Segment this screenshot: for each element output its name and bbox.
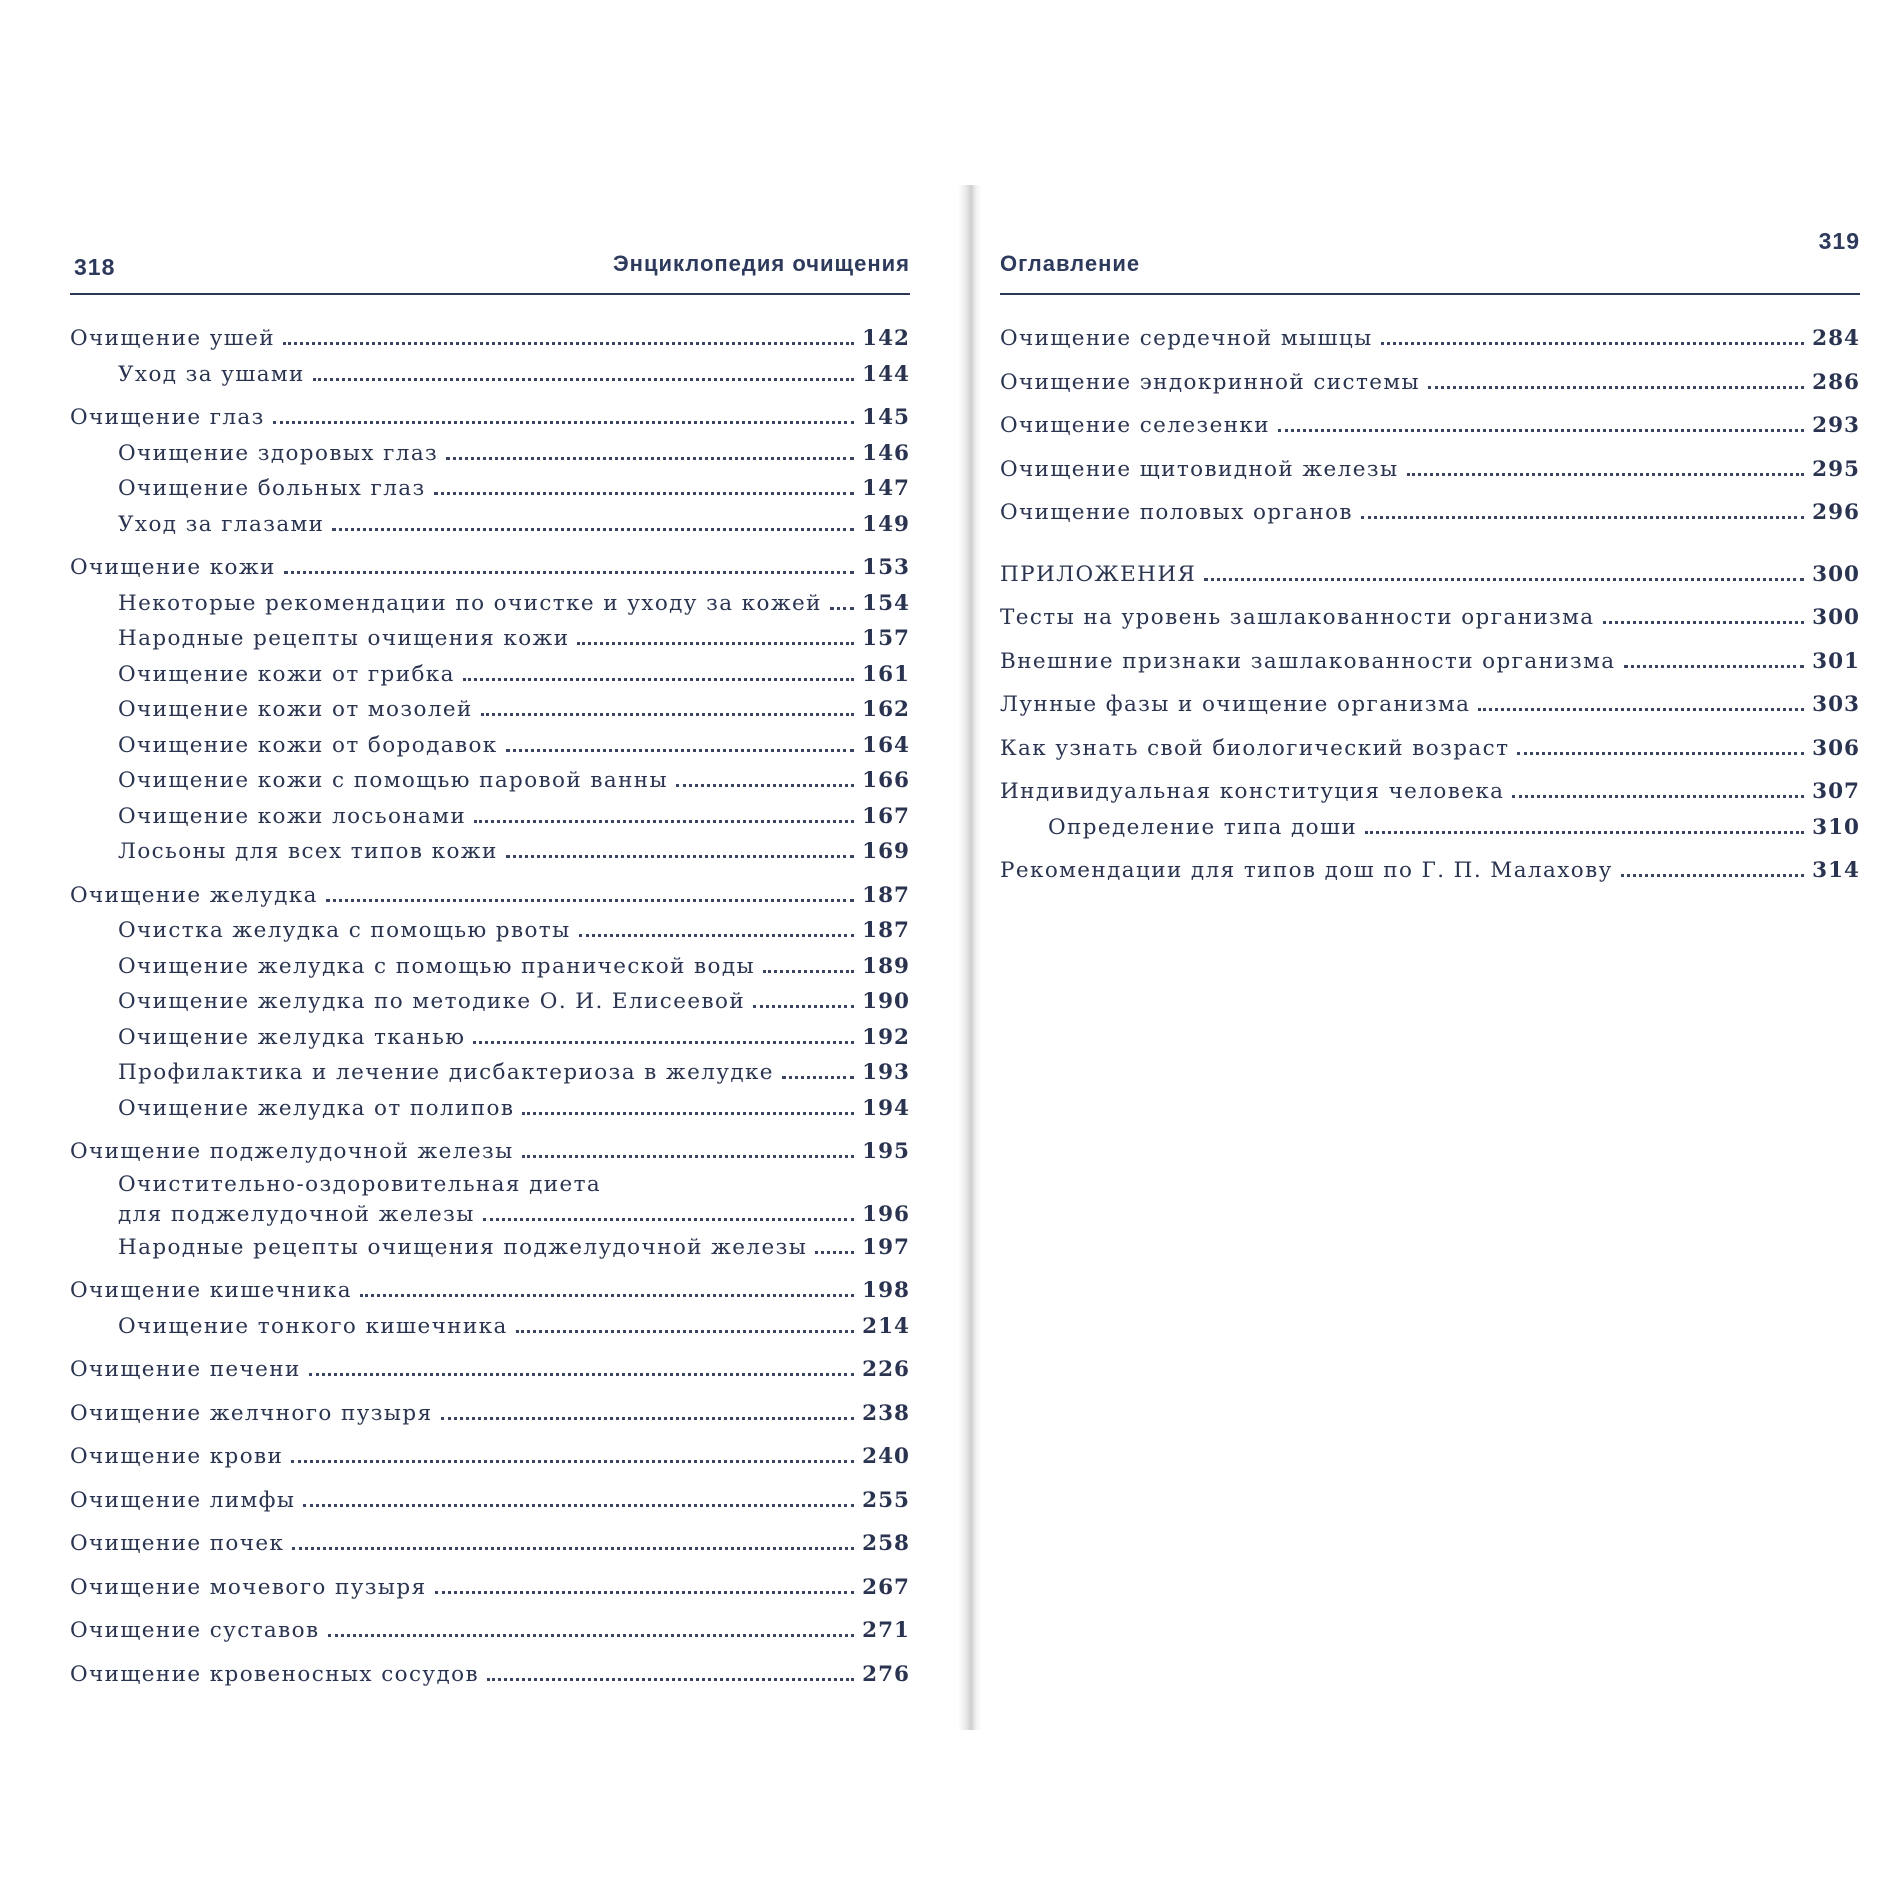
dot-leader bbox=[506, 855, 854, 858]
toc-entry[interactable] bbox=[70, 763, 910, 799]
toc-entry[interactable] bbox=[70, 1526, 910, 1562]
toc-entry[interactable] bbox=[70, 550, 910, 586]
left-header-rule bbox=[70, 293, 910, 295]
toc-entry-title: Очищение кожи лосьонами bbox=[118, 803, 467, 829]
toc-entry-page: 276 bbox=[862, 1661, 910, 1687]
toc-entry[interactable] bbox=[70, 357, 910, 393]
toc-entry-title: Очищение сердечной мышцы bbox=[1000, 326, 1373, 351]
toc-entry-page: 240 bbox=[862, 1444, 910, 1469]
dot-leader bbox=[522, 1155, 854, 1158]
dot-leader bbox=[1407, 473, 1805, 476]
toc-entry-page: 310 bbox=[1812, 814, 1860, 840]
toc-entry-title: Очищение ушей bbox=[70, 326, 275, 351]
toc-entry-title: Индивидуальная конституция человека bbox=[1000, 779, 1505, 804]
toc-entry-title: Очищение тонкого кишечника bbox=[118, 1313, 508, 1339]
toc-entry-title: Рекомендации для типов дош по Г. П. Малахову bbox=[1000, 858, 1613, 883]
toc-entry[interactable] bbox=[70, 1170, 910, 1230]
toc-entry-title: Некоторые рекомендации по очистке и уходу за кожей bbox=[118, 590, 822, 616]
dot-leader bbox=[474, 820, 854, 823]
toc-entry-title: Очищение глаз bbox=[70, 405, 265, 430]
toc-entry-title: Очищение половых органов bbox=[1000, 500, 1353, 525]
toc-entry-page: 142 bbox=[862, 326, 910, 351]
toc-entry-page: 157 bbox=[862, 626, 910, 651]
toc-entry[interactable] bbox=[70, 1657, 910, 1693]
dot-leader bbox=[1365, 831, 1804, 834]
dot-leader bbox=[516, 1330, 854, 1333]
dot-leader bbox=[483, 1218, 854, 1221]
dot-leader bbox=[1428, 386, 1804, 389]
toc-entry[interactable] bbox=[1000, 495, 1860, 531]
toc-entry[interactable] bbox=[70, 1055, 910, 1091]
toc-entry-page: 147 bbox=[862, 476, 910, 501]
toc-entry[interactable] bbox=[70, 1020, 910, 1056]
dot-leader bbox=[579, 934, 854, 937]
dot-leader bbox=[763, 970, 854, 973]
toc-entry-page: 300 bbox=[1812, 561, 1860, 587]
left-running-title: Энциклопедия очищения bbox=[613, 251, 910, 276]
toc-entry-title: Очистка желудка с помощью рвоты bbox=[118, 918, 571, 943]
dot-leader bbox=[1603, 621, 1804, 624]
toc-entry[interactable] bbox=[70, 1134, 910, 1170]
right-running-head bbox=[1000, 225, 1860, 281]
dot-leader bbox=[1512, 795, 1804, 798]
toc-entry-page: 314 bbox=[1812, 858, 1860, 883]
dot-leader bbox=[441, 1417, 854, 1420]
toc-entry-title: Народные рецепты очищения кожи bbox=[118, 626, 570, 651]
dot-leader bbox=[481, 713, 854, 716]
book-spine-gutter bbox=[958, 185, 982, 1730]
left-toc-list bbox=[70, 321, 910, 1692]
toc-entry[interactable] bbox=[70, 1396, 910, 1432]
toc-entry-page: 169 bbox=[862, 839, 910, 864]
dot-leader bbox=[473, 1041, 854, 1044]
toc-entry-title: Определение типа доши bbox=[1048, 814, 1358, 840]
toc-entry[interactable] bbox=[70, 436, 910, 472]
toc-entry[interactable] bbox=[1000, 810, 1860, 846]
toc-entry-title: Очищение желудка от полипов bbox=[118, 1095, 515, 1121]
toc-entry-page: 166 bbox=[862, 768, 910, 793]
toc-entry-page: 187 bbox=[862, 882, 910, 908]
dot-leader bbox=[1381, 342, 1804, 345]
toc-entry-page: 300 bbox=[1812, 605, 1860, 630]
dot-leader bbox=[815, 1251, 854, 1254]
toc-entry-page: 295 bbox=[1812, 456, 1860, 482]
dot-leader bbox=[332, 528, 854, 531]
toc-entry-title: Как узнать свой биологический возраст bbox=[1000, 735, 1510, 761]
toc-entry-page: 164 bbox=[862, 732, 910, 758]
toc-entry[interactable] bbox=[70, 586, 910, 622]
toc-entry-page: 193 bbox=[862, 1060, 910, 1085]
toc-entry[interactable] bbox=[1000, 452, 1860, 488]
toc-entry[interactable] bbox=[1000, 408, 1860, 444]
dot-leader bbox=[1278, 429, 1804, 432]
toc-entry-page: 307 bbox=[1812, 779, 1860, 804]
toc-entry-title: Очищение щитовидной железы bbox=[1000, 456, 1399, 482]
dot-leader bbox=[1478, 708, 1804, 711]
toc-entry[interactable] bbox=[70, 321, 910, 357]
toc-entry[interactable] bbox=[1000, 600, 1860, 636]
toc-entry[interactable] bbox=[1000, 557, 1860, 593]
toc-entry-title: Очищение здоровых глаз bbox=[118, 440, 439, 466]
toc-entry-title: Уход за ушами bbox=[118, 361, 305, 387]
toc-entry[interactable] bbox=[70, 692, 910, 728]
toc-entry-title: Очищение крови bbox=[70, 1444, 284, 1469]
toc-entry-title: Лунные фазы и очищение организма bbox=[1000, 692, 1471, 717]
dot-leader bbox=[753, 1005, 854, 1008]
toc-entry-page: 303 bbox=[1812, 692, 1860, 717]
toc-entry[interactable] bbox=[70, 799, 910, 835]
toc-entry[interactable] bbox=[70, 984, 910, 1020]
toc-entry[interactable] bbox=[1000, 365, 1860, 401]
dot-leader bbox=[782, 1076, 854, 1079]
toc-entry[interactable] bbox=[70, 834, 910, 870]
toc-entry-title: Очищение кровеносных сосудов bbox=[70, 1661, 479, 1687]
toc-entry-title: Очищение кожи от мозолей bbox=[118, 697, 473, 722]
toc-entry[interactable] bbox=[70, 1309, 910, 1345]
toc-entry-page: 149 bbox=[862, 511, 910, 537]
toc-entry-title: Очищение мочевого пузыря bbox=[70, 1574, 427, 1600]
left-running-head bbox=[70, 225, 910, 281]
toc-entry-title: Очищение поджелудочной железы bbox=[70, 1139, 514, 1164]
toc-entry-title: Очищение селезенки bbox=[1000, 413, 1270, 438]
toc-entry-page: 146 bbox=[862, 440, 910, 466]
dot-leader bbox=[506, 749, 854, 752]
toc-entry[interactable] bbox=[1000, 687, 1860, 723]
toc-entry-page: 196 bbox=[862, 1201, 910, 1227]
toc-entry-title-line2: для поджелудочной железы bbox=[118, 1201, 475, 1227]
dot-leader bbox=[487, 1678, 854, 1681]
toc-entry-title: Очищение эндокринной системы bbox=[1000, 369, 1421, 395]
toc-entry-title: ПРИЛОЖЕНИЯ bbox=[1000, 561, 1197, 587]
toc-entry-page: 144 bbox=[862, 361, 910, 387]
toc-entry[interactable] bbox=[70, 878, 910, 914]
toc-entry-page: 153 bbox=[862, 555, 910, 580]
toc-entry[interactable] bbox=[1000, 644, 1860, 680]
toc-entry-page: 284 bbox=[1812, 326, 1860, 351]
dot-leader bbox=[434, 492, 854, 495]
dot-leader bbox=[309, 1373, 854, 1376]
toc-entry-title-line1: Очистительно-оздоровительная диета bbox=[118, 1171, 602, 1197]
toc-entry-page: 226 bbox=[862, 1357, 910, 1382]
toc-entry-title: Очищение суставов bbox=[70, 1618, 320, 1643]
toc-entry[interactable] bbox=[70, 1230, 910, 1266]
toc-entry[interactable] bbox=[70, 400, 910, 436]
toc-entry[interactable] bbox=[70, 1570, 910, 1606]
toc-entry-page: 267 bbox=[862, 1574, 910, 1600]
toc-entry-page: 214 bbox=[862, 1313, 910, 1339]
dot-leader bbox=[273, 421, 854, 424]
dot-leader bbox=[1517, 752, 1804, 755]
toc-entry[interactable] bbox=[70, 1091, 910, 1127]
toc-entry-title: Уход за глазами bbox=[118, 511, 325, 537]
toc-entry-page: 238 bbox=[862, 1400, 910, 1426]
right-page-number: 319 bbox=[1818, 228, 1860, 254]
toc-entry-page: 258 bbox=[862, 1531, 910, 1556]
dot-leader bbox=[284, 571, 854, 574]
dot-leader bbox=[283, 342, 854, 345]
toc-entry[interactable] bbox=[1000, 321, 1860, 357]
dot-leader bbox=[1361, 516, 1804, 519]
toc-entry-title: Внешние признаки зашлакованности организма bbox=[1000, 648, 1616, 674]
toc-entry-page: 301 bbox=[1812, 648, 1860, 674]
toc-entry[interactable] bbox=[70, 949, 910, 985]
dot-leader bbox=[676, 784, 854, 787]
toc-entry-title: Очищение желудка с помощью пранической воды bbox=[118, 953, 755, 979]
toc-entry-title: Очищение желудка по методике О. И. Елисеевой bbox=[118, 989, 746, 1014]
dot-leader bbox=[313, 378, 854, 381]
toc-entry[interactable] bbox=[70, 621, 910, 657]
toc-entry-page: 190 bbox=[862, 989, 910, 1014]
dot-leader bbox=[1624, 665, 1805, 668]
toc-entry-title: Тесты на уровень зашлакованности организма bbox=[1000, 605, 1595, 630]
toc-entry[interactable] bbox=[70, 507, 910, 543]
dot-leader bbox=[830, 607, 854, 610]
toc-entry-page: 286 bbox=[1812, 369, 1860, 395]
toc-entry[interactable] bbox=[70, 657, 910, 693]
dot-leader bbox=[328, 1634, 855, 1637]
toc-entry-page: 162 bbox=[862, 697, 910, 722]
toc-entry-page: 255 bbox=[862, 1487, 910, 1513]
toc-entry[interactable] bbox=[70, 728, 910, 764]
toc-entry-title: Очищение желчного пузыря bbox=[70, 1400, 433, 1426]
dot-leader bbox=[326, 899, 854, 902]
toc-entry-page: 154 bbox=[862, 590, 910, 616]
toc-entry-page: 198 bbox=[862, 1278, 910, 1303]
toc-entry[interactable] bbox=[70, 1352, 910, 1388]
toc-entry[interactable] bbox=[70, 471, 910, 507]
toc-entry[interactable] bbox=[70, 1613, 910, 1649]
right-running-title: Оглавление bbox=[1000, 251, 1141, 276]
toc-entry[interactable] bbox=[1000, 853, 1860, 889]
toc-entry-title: Очищение кожи от бородавок bbox=[118, 732, 498, 758]
toc-entry[interactable] bbox=[70, 1439, 910, 1475]
toc-entry-page: 306 bbox=[1812, 735, 1860, 761]
dot-leader bbox=[1621, 874, 1804, 877]
toc-entry-page: 192 bbox=[862, 1024, 910, 1050]
toc-entry-title: Очищение кишечника bbox=[70, 1278, 352, 1303]
toc-entry[interactable] bbox=[1000, 774, 1860, 810]
dot-leader bbox=[522, 1112, 854, 1115]
toc-entry[interactable] bbox=[70, 1273, 910, 1309]
toc-entry-title: Очищение желудка bbox=[70, 882, 318, 908]
right-header-rule bbox=[1000, 293, 1860, 295]
toc-entry-page: 194 bbox=[862, 1095, 910, 1121]
toc-entry-title: Очищение желудка тканью bbox=[118, 1024, 466, 1050]
toc-entry-page: 187 bbox=[862, 918, 910, 943]
dot-leader bbox=[463, 678, 854, 681]
dot-leader bbox=[577, 642, 854, 645]
toc-entry[interactable] bbox=[70, 1483, 910, 1519]
toc-entry-page: 293 bbox=[1812, 413, 1860, 438]
toc-entry-page: 189 bbox=[862, 953, 910, 979]
toc-entry-title: Профилактика и лечение дисбактериоза в желудке bbox=[118, 1060, 774, 1085]
toc-entry-page: 161 bbox=[862, 661, 910, 687]
left-page bbox=[70, 225, 910, 1692]
toc-entry-title: Народные рецепты очищения поджелудочной железы bbox=[118, 1234, 808, 1260]
toc-entry-title: Очищение печени bbox=[70, 1357, 301, 1382]
dot-leader bbox=[1204, 578, 1804, 581]
toc-entry[interactable] bbox=[1000, 731, 1860, 767]
toc-entry-page: 197 bbox=[862, 1234, 910, 1260]
toc-entry-title: Очищение лимфы bbox=[70, 1487, 296, 1513]
toc-entry-title: Очищение почек bbox=[70, 1531, 285, 1556]
toc-entry-title: Очищение больных глаз bbox=[118, 476, 426, 501]
left-page-number: 318 bbox=[74, 254, 116, 280]
toc-entry-page: 167 bbox=[862, 803, 910, 829]
dot-leader bbox=[446, 457, 854, 460]
toc-entry-title: Очищение кожи от грибка bbox=[118, 661, 455, 687]
dot-leader bbox=[303, 1504, 854, 1507]
dot-leader bbox=[292, 1547, 854, 1550]
right-toc-list bbox=[1000, 321, 1860, 889]
toc-entry[interactable] bbox=[70, 913, 910, 949]
toc-entry-page: 145 bbox=[862, 405, 910, 430]
toc-entry-title: Лосьоны для всех типов кожи bbox=[118, 839, 498, 864]
toc-entry-page: 195 bbox=[862, 1139, 910, 1164]
dot-leader bbox=[360, 1294, 854, 1297]
toc-entry-page: 271 bbox=[862, 1618, 910, 1643]
toc-entry-title: Очищение кожи bbox=[70, 555, 276, 580]
toc-entry-title: Очищение кожи с помощью паровой ванны bbox=[118, 768, 669, 793]
dot-leader bbox=[435, 1591, 854, 1594]
right-page bbox=[1000, 225, 1860, 889]
toc-entry-page: 296 bbox=[1812, 500, 1860, 525]
dot-leader bbox=[291, 1460, 854, 1463]
